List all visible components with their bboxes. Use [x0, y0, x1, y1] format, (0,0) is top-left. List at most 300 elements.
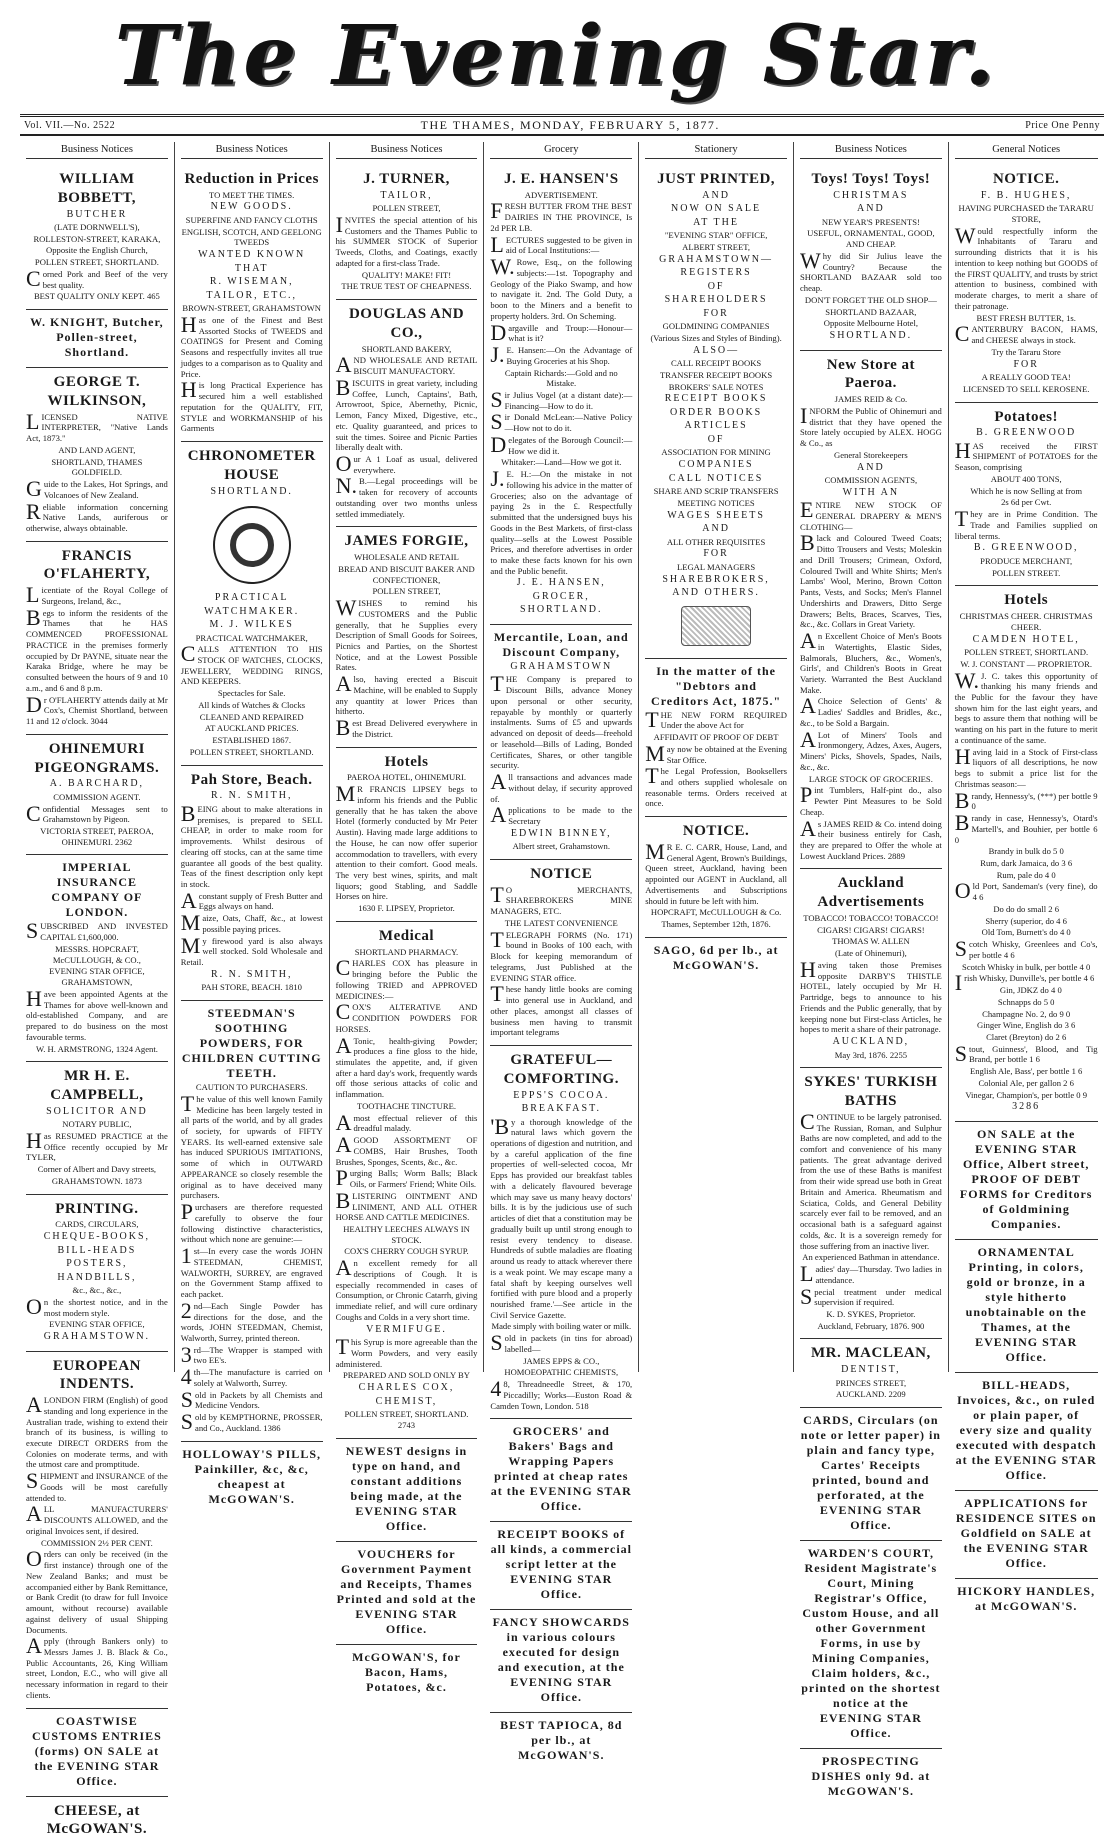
- ad-line: Have been appointed Agents at the Thames for above well-known and old-established Company, and are prepared to do business on the most favourable terms.: [26, 985, 168, 1042]
- ad-line: THE LATEST CONVENIENCE: [504, 917, 618, 928]
- ad-line: 2nd—Each Single Powder has directions for the dose, and the words, JOHN STEEDMAN, Chemist, Walworth, Surrey, printed thereon.: [180, 1297, 323, 1343]
- ad-line: Scotch Whisky, Greenlees and Co's, per bottle 4 6: [954, 936, 1098, 962]
- ad-line: 48, Threadneedle Street, & 170, Piccadilly; Works—Euston Road & Camden Town, London. 518: [490, 1376, 633, 1411]
- ad-line: VICTORIA STREET, PAEROA, OHINEMURI. 2362: [40, 825, 154, 847]
- ad-line: SUPERFINE AND FANCY CLOTHS: [185, 214, 318, 225]
- advertisement: [26, 1709, 168, 1797]
- ad-line: Aconstant supply of Fresh Butter and Eggs always on hand.: [180, 887, 323, 913]
- ad-line: HAS received the FIRST SHIPMENT of POTATOES for the Season, comprising: [954, 437, 1098, 473]
- ad-heading: IMPERIAL INSURANCE COMPANY OF LONDON.: [51, 860, 143, 920]
- ad-heading: NOTICE.: [992, 171, 1060, 187]
- ad-line: GRAHAMSTOWN. 1873: [51, 1175, 142, 1186]
- ad-line: POLLEN STREET, SHORTLAND.: [189, 746, 314, 757]
- ad-heading: RECEIPT BOOKS of all kinds, a commercial script letter at the EVENING STAR Office.: [490, 1527, 633, 1602]
- ad-line: FOR: [1013, 358, 1039, 370]
- ad-line: COMMISSION AGENTS,: [824, 475, 918, 485]
- ad-line: NOTARY PUBLIC,: [62, 1119, 132, 1130]
- ad-line: COMMISSION AGENT.: [53, 791, 141, 802]
- ad-line: ENGLISH, SCOTCH, AND GEELONG TWEEDS: [181, 226, 322, 248]
- ad-heading: FANCY SHOWCARDS in various colours executed for design and execution, at the EVENING STAR Office.: [492, 1615, 630, 1705]
- ad-heading: GROCERS' and Bakers' Bags and Wrapping Papers printed at cheap rates at the EVENING STAR Office.: [490, 1424, 632, 1514]
- ad-line: QUALITY! MAKE! FIT!: [361, 269, 452, 280]
- ad-line: GRAHAMSTOWN: [510, 660, 613, 672]
- volume-number: Vol. VII.—No. 2522: [24, 120, 116, 131]
- ad-line: Begs to inform the residents of the Thames that he HAS COMMENCED PROFESSIONAL PRACTICE in the premises formerly occupied by Dr PAYNE, situate near the Karaka Bridge, where he may be consulted between the hours of 9 and 10 a.m., and 6 and 8 p.m.: [26, 604, 168, 693]
- ad-line: R. N. SMITH,: [210, 790, 293, 802]
- ad-line: ALONDON FIRM (English) of good standing and long experience in the Australian trade, wishing to extend their branch of its business, is willing to execute DIRECT ORDERS from the Colonies on moderate terms, and with the utmost care and promptitude.: [26, 1392, 168, 1470]
- advertisement: [955, 1240, 1098, 1373]
- ad-line: &c., &c., &c.,: [72, 1285, 122, 1296]
- ad-line: AND WHOLESALE AND RETAIL BISCUIT MANUFACTORY.: [335, 352, 478, 378]
- ad-line: OF: [707, 433, 725, 445]
- ad-line: Delegates of the Borough Council:—How we did it.: [490, 431, 633, 457]
- ad-heading: SAGO, 6d per lb., at McGOWAN'S.: [653, 942, 779, 972]
- ad-line: NEW YEAR'S PRESENTS!: [821, 216, 920, 227]
- advertisement: [955, 165, 1098, 403]
- ad-heading: Auckland Advertisements: [817, 875, 925, 911]
- ad-line: Why did Sir Julius leave the Country? Because the SHORTLAND BAZAAR sold too cheap.: [799, 247, 942, 294]
- ad-line: EVENING STAR OFFICE, GRAHAMSTOWN,: [49, 966, 145, 988]
- ad-line: J.E. H.:—On the mistake in not following his advice in the matter of Groceries; also on the advantage of paying 2s in the £. Respectfully submitted that the undersigned buys his Goods in the Best Markets, of first-class quality—sells at the Lowest Possible Prices, and therefore advertises in order to make these facts known for his own and the Public benefit.: [490, 466, 633, 576]
- ad-line: Dr O'FLAHERTY attends daily at Mr Cox's, Chemist Shortland, between 11 and 12 o'clock. 3044: [26, 691, 168, 727]
- ad-heading: Pah Store, Beach.: [190, 771, 313, 788]
- advertisement: [26, 1797, 168, 1846]
- advertisement: [336, 300, 478, 527]
- ad-line: AND: [857, 203, 885, 215]
- ad-heading: SYKES' TURKISH BATHS: [804, 1074, 938, 1110]
- column-3: [330, 142, 485, 1694]
- ad-line: CANTERBURY BACON, HAMS, and CHEESE always in stock.: [954, 321, 1098, 347]
- ad-line: Would respectfully inform the Inhabitants of Tararu and surrounding districts that it is his intention to keep nothing but GOODS of the FIRST QUALITY, and trusts by strict attention to business, combined with moderate charges, to merit a share of their patronage.: [954, 222, 1098, 311]
- ad-line: SHAREBROKERS,: [662, 573, 770, 585]
- ad-line: As JAMES REID & Co. intend doing their business entirely for Cash, they are prepared to Offer the whole at Lowest Auckland Prices. 2889: [799, 815, 942, 861]
- ad-line: TAILOR,: [380, 189, 433, 201]
- column-header: Grocery: [490, 142, 632, 159]
- ad-line: CIGARS! CIGARS! CIGARS!: [817, 924, 925, 935]
- ad-line: CALLS ATTENTION TO HIS STOCK OF WATCHES, CLOCKS, JEWELLERY, WEDDING RINGS, AND KEEPERS.: [180, 641, 323, 687]
- advertisement: [26, 1195, 168, 1352]
- ad-line: Best Bread Delivered everywhere in the District.: [335, 715, 478, 741]
- ad-line: CHARLES COX,: [358, 1382, 455, 1394]
- ad-line: K. D. SYKES, Proprietor.: [826, 1309, 916, 1319]
- advertisement: [800, 351, 942, 870]
- advertisement: [490, 1610, 632, 1713]
- ad-line: Dargaville and Troup:—Honour—what is it?: [490, 319, 633, 345]
- ad-line: SHORTLAND.: [520, 604, 603, 616]
- advertisement: [800, 1541, 942, 1749]
- ad-line: BEING about to make alterations in premises, is prepared to SELL CHEAP, in order to make room for improvements. Whilst desirous of clearing off stocks, can at the same time guarantee all goods of the best quality. Teas of the finest description only kept in stock.: [180, 800, 323, 889]
- ad-line: Which he is now Selling at from: [970, 485, 1083, 496]
- ad-line: Brandy in bulk do 5 0: [988, 846, 1064, 857]
- ad-heading: WILLIAM BOBBETT,: [57, 171, 137, 206]
- advertisement: [26, 855, 168, 1062]
- ad-heading: Toys! Toys! Toys!: [811, 171, 931, 187]
- ad-heading: EUROPEAN INDENTS.: [52, 1357, 141, 1393]
- ad-line: LICENSED NATIVE INTERPRETER, "Native Lands Act, 1873.": [26, 408, 168, 444]
- ad-heading: COASTWISE CUSTOMS ENTRIES (forms) ON SALE at the EVENING STAR Office.: [31, 1713, 162, 1788]
- advertisement: [955, 586, 1098, 1122]
- ad-line: Orders can only be received (in the first instance) through one of the New Zealand Banks; and must be accompanied either by Bank Remittance, or Bank Credit (to draw for full Invoice amount, without recourse) available against delivery of usual Shipping Documents.: [26, 1546, 168, 1635]
- ad-line: PAEROA HOTEL, OHINEMURI.: [346, 772, 467, 783]
- masthead-title: The Evening Star.: [115, 8, 999, 104]
- ad-line: May 3rd, 1876. 2255: [834, 1049, 908, 1060]
- column-header: Stationery: [645, 142, 787, 159]
- ad-heading: WARDEN'S COURT, Resident Magistrate's Court, Mining Registrar's Office, Custom House, and all other Government Forms, in use by Mining Companies, Claim holders, &c., printed on the shortest notice at the EVENING STAR Office.: [801, 1546, 941, 1741]
- ad-line: CHARLES COX has pleasure in bringing before the Public the following TRIED and APPROVED MEDICINES:—: [335, 955, 478, 1001]
- ad-line: HEALTHY LEECHES ALWAYS IN STOCK.: [343, 1224, 470, 1245]
- ad-line: His long Practical Experience has secured him a well established reputation for the QUALITY, FIT, STYLE and WORKMANSHIP of his Garments: [180, 377, 323, 434]
- ad-line: WAGES SHEETS: [667, 509, 765, 521]
- ad-heading: NOTICE: [530, 865, 593, 882]
- ad-heading: APPLICATIONS for RESIDENCE SITES on Goldfield on SALE at the EVENING STAR Office.: [955, 1495, 1097, 1570]
- ad-line: Has one of the Finest and Best Assorted Stocks of TWEEDS and COATINGS for Present and Coming Seasons and respectfully invites all true judges to a comparison as to Quality and Price.: [180, 311, 323, 379]
- ad-line: BUTCHER: [66, 208, 128, 220]
- ad-line: W.Rowe, Esq., on the following subjects:—1st. Topography and Geology of the Piako Swamp, and how to navigate it. 2nd. The Gold Duty, a boon to the Miners and a benefit to property holders. 3rd. On Scheming.: [490, 254, 633, 321]
- ad-heading: CHEESE, at McGOWAN'S.: [46, 1802, 148, 1838]
- ad-line: Opposite the English Church,: [46, 245, 148, 256]
- ad-heading: J. TURNER,: [363, 171, 450, 187]
- ad-line: They are in Prime Condition. The Trade and Families supplied on liberal terms.: [954, 506, 1098, 541]
- ad-line: The value of this well known Family Medicine has been largely tested in all parts of the world, and by all grades of society, for upwards of FIFTY YEARS. Its well-earned extensive sale has induced SPURIOUS IMITATIONS, some of which in OUTWARD APPEARANCE so closely resemble the original as to have deceived many purchasers.: [180, 1090, 323, 1201]
- ad-line: MR E. C. CARR, House, Land, and General Agent, Brown's Buildings, Queen street, Auckland, having been appointed our AGENT in Auckland, all Advertisements and Subscriptions should in future be left with him.: [645, 838, 787, 906]
- ad-line: J. E. HANSEN,: [516, 577, 606, 589]
- ad-line: N.B.—Legal proceedings will be taken for recovery of accounts outstanding over two months unless settled immediately.: [335, 473, 478, 519]
- ad-line: ABOUT 400 TONS,: [990, 473, 1062, 484]
- ad-line: WISHES to remind his CUSTOMERS and the Public generally, that he Supplies every Description of Small Goods for Soirees, Picnics and Parties, on the Shortest Notice, and at the Lowest Possible Rates.: [335, 595, 478, 673]
- ad-line: PRACTICAL: [214, 592, 289, 603]
- ad-line: POSTERS,: [66, 1258, 128, 1270]
- ad-line: B. GREENWOOD: [976, 427, 1077, 439]
- advertisement: [336, 1645, 478, 1702]
- ad-line: HOMOEOPATHIC CHEMISTS,: [504, 1367, 619, 1378]
- ad-line: COMPANIES: [678, 459, 754, 471]
- ad-line: Sold in Packets by all Chemists and Medicine Vendors.: [180, 1386, 323, 1412]
- ad-line: COX'S ALTERATIVE AND CONDITION POWDERS FOR HORSES.: [335, 999, 478, 1034]
- ad-line: BROKERS' SALE NOTES: [668, 381, 764, 392]
- advertisement: [490, 1713, 632, 1770]
- ad-line: AND: [857, 461, 885, 473]
- ad-line: May now be obtained at the Evening Star Office.: [645, 740, 787, 766]
- ad-line: ROLLESTON-STREET, KARAKA,: [33, 233, 161, 244]
- ad-line: AND: [702, 523, 730, 535]
- ad-line: AUCKLAND,: [832, 1036, 910, 1048]
- ad-line: NEW GOODS.: [210, 201, 293, 213]
- ad-line: CALL RECEIPT BOOKS: [670, 358, 762, 369]
- ad-line: THE Company is prepared to Discount Bills, advance Money upon personal or other security, repayable by monthly or quarterly instalments. Sums of £5 and upwards advanced on deposit of deeds—freehold or leasehold—Bills of Lading, Bonded Certificates, Shares, or other tangible security.: [490, 671, 633, 771]
- ad-line: FOR: [703, 307, 729, 319]
- ad-line: SHORTLAND.: [210, 485, 293, 497]
- advertisement: [955, 1491, 1098, 1579]
- advertisement: [336, 748, 478, 922]
- ad-line: Amost effectual reliever of this dreadful malady.: [335, 1109, 478, 1135]
- advertisement: [26, 1352, 168, 1709]
- ad-line: Sold by KEMPTHORNE, PROSSER, and Co., Auckland. 1386: [180, 1409, 323, 1435]
- ad-line: Having laid in a Stock of First-class liquors of all descriptions, he now begs to submit a price list for the Christmas season:—: [954, 743, 1098, 789]
- dateline: [20, 114, 1104, 136]
- ad-line: Our A 1 Loaf as usual, delivered everywhere.: [335, 450, 478, 476]
- ad-line: Scotch Whisky in bulk, per bottle 4 0: [962, 961, 1091, 972]
- ad-line: Spectacles for Sale.: [217, 688, 286, 699]
- advertisement: [490, 1522, 632, 1610]
- advertisement: [26, 735, 168, 856]
- ad-line: Corner of Albert and Davy streets,: [37, 1164, 157, 1175]
- ad-line: NOW ON SALE: [671, 203, 762, 215]
- ad-line: Corned Pork and Beef of the very best quality.: [26, 265, 168, 291]
- advertisement: [26, 1062, 168, 1194]
- ad-line: Albert street, Grahamstown.: [512, 841, 610, 852]
- ad-line: COMMISSION 2½ PER CENT.: [40, 1537, 153, 1548]
- ad-line: Try the Tararu Store: [991, 346, 1061, 357]
- ad-line: Vinegar, Champion's, per bottle 0 9: [965, 1089, 1088, 1100]
- advertisement: [955, 1579, 1098, 1621]
- ad-heading: OHINEMURI PIGEONGRAMS.: [34, 740, 160, 776]
- advertisement: [181, 1001, 323, 1442]
- ad-line: SHORTLAND BAKERY,: [361, 343, 452, 354]
- ad-line: PRODUCE MERCHANT,: [980, 555, 1073, 566]
- advertisement: [800, 1339, 942, 1408]
- ad-line: J.E. Hansen:—On the Advantage of Buying Groceries at his Shop.: [490, 342, 633, 368]
- column-1: [20, 142, 175, 1838]
- ad-line: BREAD AND BISCUIT BAKER AND CONFECTIONER,: [338, 563, 475, 585]
- ad-line: CHRISTMAS CHEER. CHRISTMAS CHEER.: [959, 611, 1093, 632]
- advertisement: [955, 1373, 1098, 1491]
- ad-line: "EVENING STAR" OFFICE,: [664, 230, 768, 241]
- ad-line: Do do do small 2 6: [993, 903, 1059, 914]
- ad-line: PRACTICAL WATCHMAKER,: [195, 632, 308, 643]
- ad-heading: HOLLOWAY'S PILLS, Painkiller, &c, &c, cheapest at McGOWAN'S.: [182, 1446, 321, 1506]
- ad-line: WATCHMAKER.: [204, 605, 300, 617]
- ad-heading: HICKORY HANDLES, at McGOWAN'S.: [957, 1583, 1096, 1613]
- ad-line: W.J. C. takes this opportunity of thanking his many friends and the Public for the favour they have shown him for the last eight years, and begs to assure them that nothing will be wanting on his part in the future to merit a continuance of the same.: [954, 667, 1098, 745]
- ad-line: Guide to the Lakes, Hot Springs, and Volcanoes of New Zealand.: [26, 476, 168, 502]
- ad-line: An experienced Bathman in attendance.: [802, 1252, 940, 1263]
- ad-line: ADVERTISEMENT.: [524, 189, 598, 200]
- ad-line: CONTINUE to be largely patronised. The Russian, Roman, and Sulphur Baths are now completed, and add to the comfort and convenience of his many patients. The great advantage derived from the use of these Baths is manifest from their wide spread use both in Great Britain and America. Rheumatism and Sciatica, Colds, and General Debility scarcely ever fail to be removed, and an occasional bath is a safeguard against colds, &c. It is a sovereign remedy for those suffering from an inactive liver.: [799, 1108, 942, 1251]
- ad-line: WHOLESALE AND RETAIL: [354, 552, 459, 563]
- advertisement: [800, 1068, 942, 1339]
- ad-line: TRANSFER RECEIPT BOOKS: [660, 369, 773, 380]
- ad-line: Ladies' day—Thursday. Two ladies in attendance.: [799, 1261, 942, 1287]
- ad-line: MESSRS. HOPCRAFT, McCULLOUGH, & CO.,: [52, 943, 141, 965]
- ad-heading: NOTICE.: [682, 823, 750, 840]
- ad-line: ALot of Miners' Tools and Ironmongery, Adzes, Axes, Augers, Miners' Picks, Shovels, Spades, Nails, &c., &c.: [799, 726, 942, 772]
- ad-line: EDWIN BINNEY,: [510, 827, 612, 839]
- ad-line: Auckland, February, 1876. 900: [817, 1320, 925, 1331]
- watch-dial: [230, 523, 274, 567]
- column-header: Business Notices: [800, 142, 942, 159]
- ad-line: Also, having erected a Biscuit Machine, will be enabled to Supply any quantity at lower Prices than hitherto.: [335, 671, 478, 717]
- advertisement: [645, 165, 787, 659]
- ad-line: FOR: [703, 548, 729, 560]
- advertisement: [336, 922, 478, 1439]
- ad-line: R. N. SMITH,: [210, 968, 293, 980]
- ad-line: CLEANED AND REPAIRED: [199, 711, 304, 722]
- ad-line: ESTABLISHED 1867.: [212, 735, 291, 746]
- ad-line: JAMES REID & Co.: [834, 394, 908, 405]
- ad-heading: J. E. HANSEN'S: [504, 171, 619, 187]
- ad-line: Ginger Wine, English do 3 6: [977, 1020, 1076, 1031]
- ad-heading: FRANCIS O'FLAHERTY,: [43, 547, 151, 583]
- ad-heading: JAMES FORGIE,: [344, 533, 469, 550]
- ad-line: GOLDMINING COMPANIES: [662, 321, 770, 332]
- advertisement: [800, 869, 942, 1068]
- ad-line: LECTURES suggested to be given in aid of Local Institutions:—: [490, 231, 633, 257]
- advertisement: [645, 938, 787, 980]
- ad-line: All transactions and advances made without delay, if security approved of.: [490, 769, 633, 804]
- ad-line: POLLEN STREET,: [372, 203, 441, 214]
- ad-line: TO MERCHANTS, SHAREBROKERS MINE MANAGERS, ETC.: [490, 881, 633, 917]
- advertisement: [800, 1749, 942, 1806]
- ad-line: Applications to be made to the Secretary: [490, 802, 633, 828]
- ad-heading: PROSPECTING DISHES only 9d. at McGOWAN'S.: [811, 1754, 931, 1799]
- ad-line: This Syrup is more agreeable than the Worm Powders, and very easily administered.: [335, 1334, 478, 1369]
- ad-line: These handy little books are coming into general use in Auckland, and other places, amongst all classes of business men having to transmit important telegrams: [490, 981, 633, 1038]
- ad-line: AFFIDAVIT OF PROOF OF DEBT: [653, 732, 779, 743]
- ad-line: English Ale, Bass', per bottle 1 6: [970, 1066, 1083, 1077]
- ad-line: BROWN-STREET, GRAHAMSTOWN: [182, 303, 321, 314]
- ad-line: CAUTION TO PURCHASERS.: [195, 1082, 308, 1093]
- ad-line: SHORTLAND PHARMACY.: [354, 946, 459, 957]
- advertisement: [26, 542, 168, 735]
- ad-line: R. WISEMAN,: [209, 276, 294, 288]
- ad-heading: STEEDMAN'S SOOTHING POWDERS, FOR CHILDREN CUTTING TEETH.: [181, 1006, 322, 1081]
- ad-line: POLLEN STREET, SHORTLAND. 2743: [344, 1409, 469, 1430]
- advertisement: [490, 625, 632, 860]
- ad-line: ALBERT STREET,: [682, 241, 751, 252]
- ad-heading: New Store at Paeroa.: [826, 356, 915, 392]
- ad-line: Schnapps do 5 0: [997, 996, 1055, 1007]
- ad-line: TO MEET THE TIMES.: [209, 189, 295, 200]
- ad-heading: ON SALE at the EVENING STAR Office, Albert street, PROOF OF DEBT FORMS for Creditors of Goldmining Companies.: [959, 1126, 1093, 1231]
- ad-line: AND LAND AGENT,: [58, 444, 136, 455]
- watch-illustration: [213, 506, 291, 584]
- ad-line: HOPCRAFT, McCULLOUGH & Co.: [650, 907, 782, 918]
- ad-heading: BILL-HEADS, Invoices, &c., on ruled or plain paper, of every size and quality executed with despatch at the EVENING STAR Office.: [955, 1377, 1097, 1482]
- ad-line: Purging Balls; Worm Balls; Black Oils, or Farmers' Friend; White Oils.: [335, 1165, 478, 1191]
- ad-line: SHAREHOLDERS: [664, 294, 768, 306]
- ad-line: THE NEW FORM REQUIRED Under the above Act for: [645, 706, 787, 732]
- ad-line: AND OTHERS.: [672, 587, 760, 599]
- ad-line: Black and Coloured Tweed Coats; Ditto Trousers and Vests; Moleskin and Drill Trousers; Crimean, Oxford, Coloured Twill and White Shirts; Men's Lambs' Wool, Merino, Brown Cotton Pants, Vests, and Socks; Men's Flannel Undershirts and Drawers, Ditto Serge Drawers; Belts, Braces, Scarves, Ties, &c., &c. Collars in Great Variety.: [799, 530, 942, 630]
- ad-heading: Hotels: [384, 753, 429, 770]
- ad-line: Captain Richards:—Gold and no Mistake.: [504, 367, 618, 389]
- ad-heading: MR H. E. CAMPBELL,: [50, 1068, 144, 1103]
- ad-line: ALL MANUFACTURERS' DISCOUNTS ALLOWED, and the original Invoices sent, if desired.: [26, 1501, 168, 1536]
- ad-line: FRESH BUTTER FROM THE BEST DAIRIES IN THE PROVINCE, Is 2d PER LB.: [490, 198, 633, 233]
- ad-line: SHORTLAND.: [829, 330, 913, 342]
- ad-line: SUBSCRIBED AND INVESTED CAPITAL £1,600,000.: [26, 918, 168, 944]
- ad-line: (Various Sizes and Styles of Binding).: [650, 332, 782, 343]
- ad-line: INFORM the Public of Ohinemuri and district that they have opened the Store lately occupied by ALEX. HOGG & Co., as: [799, 402, 942, 449]
- ad-line: Champagne No. 2, do 9 0: [982, 1008, 1071, 1019]
- column-6: [794, 142, 949, 1799]
- ad-heading: Reduction in Prices: [184, 171, 319, 187]
- ad-line: F. B. HUGHES,: [980, 189, 1072, 201]
- advertisement: [181, 442, 323, 766]
- ad-line: My firewood yard is also always well stocked. Sold Wholesale and Retail.: [180, 932, 323, 968]
- price: Price One Penny: [1025, 120, 1100, 131]
- ad-heading: BEST TAPIOCA, 8d per lb., at McGOWAN'S.: [500, 1718, 623, 1763]
- ad-line: SHARE AND SCRIP TRANSFERS: [653, 486, 779, 497]
- ad-line: Opposite Melbourne Hotel,: [823, 318, 919, 329]
- ad-line: HAVING PURCHASED the TARARU STORE,: [958, 203, 1094, 224]
- ad-line: Maize, Oats, Chaff, &c., at lowest possible paying prices.: [180, 910, 323, 936]
- ad-line: SHORTLAND, THAMES GOLDFIELD.: [51, 456, 143, 478]
- ad-line: Reliable information concerning Native Lands, auriferous or otherwise, always obtainable.: [26, 498, 168, 533]
- ad-line: General Storekeepers: [834, 449, 908, 460]
- ad-line: PAH STORE, BEACH. 1810: [201, 982, 302, 993]
- advertisement: [490, 165, 632, 625]
- ad-line: POLLEN STREET,: [372, 586, 441, 597]
- ad-line: POLLEN STREET.: [992, 567, 1061, 578]
- advertisement: [181, 766, 323, 1002]
- ad-heading: GEORGE T. WILKINSON,: [47, 374, 147, 409]
- ad-line: An excellent remedy for all descriptions of Cough. It is especially recommended in cases of Consumption, or Chronic Catarrh, giving immediate relief, and will cure ordinary Coughs and Colds in a very short time.: [335, 1255, 478, 1322]
- ad-line: On the shortest notice, and in the most modern style.: [26, 1293, 168, 1319]
- ad-line: BILL-HEADS: [57, 1244, 137, 1256]
- ad-line: ALSO—: [693, 344, 740, 356]
- ad-line: WITH AN: [842, 486, 900, 498]
- ad-line: PREPARED AND SOLD ONLY BY: [343, 1370, 470, 1381]
- ad-line: AChoice Selection of Gents' & Ladies' Saddles and Bridles, &c., &c., to be Sold a Bargain.: [799, 693, 942, 728]
- advertisement: [336, 1542, 478, 1645]
- ad-line: Sir Julius Vogel (at a distant date):—Financing—How to do it.: [490, 386, 633, 412]
- advertisement: [490, 1419, 632, 1522]
- ad-line: THE TRUE TEST OF CHEAPNESS.: [341, 281, 472, 292]
- ad-heading: GRATEFUL—COMFORTING.: [503, 1052, 619, 1087]
- ad-line: Colonial Ale, per gallon 2 6: [978, 1077, 1074, 1088]
- ad-line: (Late of Ohinemuri),: [834, 948, 907, 959]
- ad-line: TOBACCO! TOBACCO! TOBACCO!: [803, 912, 939, 923]
- ad-line: ALL OTHER REQUISITES: [666, 536, 766, 547]
- ad-line: LARGE STOCK OF GROCERIES.: [808, 773, 933, 784]
- ad-line: Stout, Guinness', Blood, and Tig Brand, per bottle 1 6: [954, 1040, 1098, 1066]
- ad-line: GRAHAMSTOWN.: [43, 1331, 151, 1343]
- ad-line: EVENING STAR OFFICE,: [49, 1319, 145, 1330]
- ad-line: THOMAS W. ALLEN: [832, 936, 910, 947]
- ad-line: 2s 6d per Cwt.: [1001, 497, 1052, 508]
- place-date: THE THAMES, MONDAY, FEBRUARY 5, 1877.: [420, 118, 720, 132]
- ad-line: REGISTERS: [680, 267, 752, 279]
- ad-line: INVITES the special attention of his Customers and the Thames Public to his SUMMER STOCK of Superior Tweeds, Cloths, and Coatings, exactly adapted for a first-class Trade.: [335, 211, 478, 268]
- ad-line: OF: [707, 280, 725, 292]
- ad-line: CALL NOTICES: [668, 472, 764, 484]
- advertisement: [645, 659, 787, 818]
- advertisement: [490, 860, 632, 1046]
- ad-line: 1st—In every case the words JOHN STEEDMAN, CHEMIST, WALWORTH, SURREY, are engraved on the Government Stamp affixed to each packet.: [180, 1243, 323, 1300]
- ad-line: ENTIRE NEW STOCK OF GENERAL DRAPERY & MEN'S CLOTHING—: [799, 497, 942, 532]
- ad-line: Having taken those Premises opposite DARBY'S THISTLE HOTEL, lately occupied by Mr H. Partridge, begs to announce to his Friends and the Public generally, that by keeping none but First-class Articles, he hopes to merit a share of their patronage.: [799, 956, 942, 1035]
- ad-line: ATonic, health-giving Powder; produces a fine gloss to the hide, stimulates the appetite, and, if given after a hard day's work, frequently wards off those serious attacks of colic and inflammation.: [335, 1032, 478, 1100]
- ad-line: USEFUL, ORNAMENTAL, GOOD, AND CHEAP.: [807, 228, 935, 250]
- ad-line: ORDER BOOKS: [669, 406, 763, 418]
- ad-line: Pint Tumblers, Half-pint do., also Pewter Pint Measures to be Sold Cheap.: [799, 782, 942, 817]
- ad-heading: VOUCHERS for Government Payment and Receipts, Thames Printed and sold at the EVENING STAR Office.: [336, 1546, 477, 1636]
- ad-line: 1630 F. LIPSEY, Proprietor.: [358, 903, 455, 914]
- ad-heading: Potatoes!: [994, 408, 1058, 425]
- ad-line: DON'T FORGET THE OLD SHOP—: [804, 294, 937, 305]
- ad-line: EPPS'S COCOA.: [513, 1089, 610, 1101]
- ad-heading: CHRONOMETER HOUSE: [187, 448, 316, 483]
- ad-line: WANTED KNOWN: [198, 249, 306, 261]
- ad-line: AGOOD ASSORTMENT OF COMBS, Hair Brushes, Tooth Brushes, Sponges, Scents, &c., &c.: [335, 1132, 478, 1167]
- ad-line: PRINCES STREET,: [835, 1377, 907, 1388]
- advertisement: [26, 310, 168, 368]
- ad-line: Licentiate of the Royal College of Surgeons, Ireland, &c.,: [26, 582, 168, 608]
- ad-line: ARTICLES: [684, 420, 748, 432]
- ad-line: A. BARCHARD,: [49, 778, 145, 790]
- ad-line: Special treatment under medical supervision if required.: [799, 1283, 942, 1309]
